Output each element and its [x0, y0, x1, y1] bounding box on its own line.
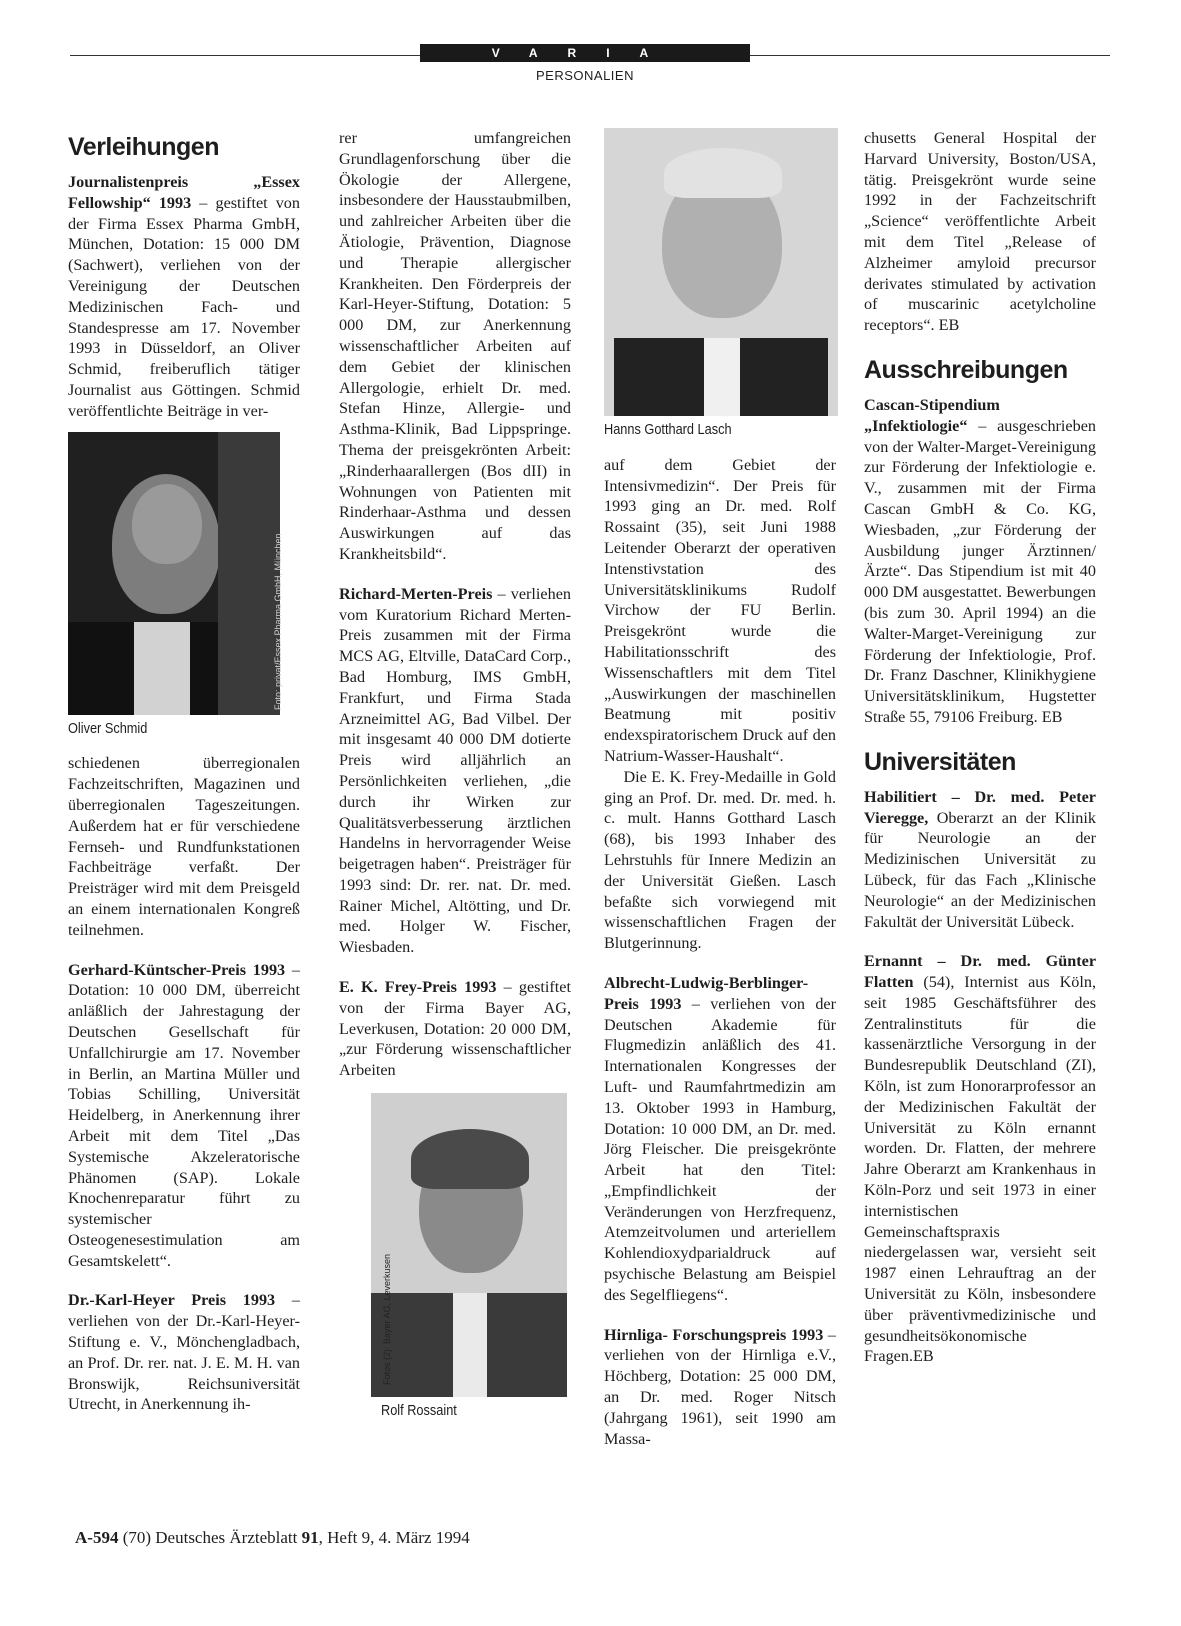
paragraph-nitsch-continued: chusetts General Hospital der Harvard University, Boston/USA, tätig. Preisgekrönt wurde seine 1992 in der Fachzeitschrift „Science“ veröffentlichte Arbeit mit dem Titel „Release of Alzheimer amyloid precursor derivates stimulated by activation of muscarinic acetylcholine receptors“. EB — [864, 129, 1096, 335]
heading-verleihungen: Verleihungen — [68, 133, 219, 161]
paragraph-lasch: Die E. K. Frey-Medaille in Gold ging an Prof. Dr. med. Dr. med. h. c. mult. Hanns Gotthard Lasch (68), bis 1993 Inhaber des Lehrstuhls für Innere Medizin an der Universität Gießen. Lasch befaßte sich vorwiegend mit wissenschaftlichen Fragen der Blutgerinnung. — [604, 767, 836, 953]
paragraph-berblinger: Albrecht-Ludwig-Berblinger-Preis 1993 – verliehen von der Deutschen Akademie für Flugmedizin anläßlich des 41. Internationalen Kongresses der Luft- und Raumfahrtmedizin am 13. Oktober 1993 in Hamburg, Dotation: 10 000 DM, an Dr. med. Jörg Fleischer. Die preisgekrönte Arbeit hat den Titel: „Empfindlichkeit der Veränderungen von Herzfrequenz, Atemzeitvolumen und arteriellem Kohlendioxydparialdruck auf psychische Belastung am Beispiel des Segelfliegens“. — [604, 973, 837, 1304]
paragraph-rossaint: auf dem Gebiet der Intensivmedizin“. Der Preis für 1993 ging an Dr. med. Rolf Rossaint (35), seit Juni 1988 Leitender Oberarzt der operativen Intenstivstation des Universitätsklinikums Rudolf Virchow der FU Berlin. Preisgekrönt wurde die Habilitationsschrift des Wissenschaftlers mit dem Titel „Auswirkungen der maschinellen Beatmung mit positiv endexspiratorischem Druck auf den Natrium-Wasser-Haushalt“. — [604, 455, 836, 765]
column-3 — [604, 128, 836, 1449]
paragraph-essex: Journalistenpreis „Essex Fellowship“ 1993 – gestiftet von der Firma Essex Pharma GmbH, München, Dotation: 15 000 DM (Sachwert), verliehen von der Vereinigung der Deutschen Medizinischen Fach- und Standespresse am 17. November 1993 in Düsseldorf, an Oliver Schmid, freiberuflich tätiger Journalist aus Göttingen. Schmid veröffentlichte Beiträge in ver- — [68, 173, 300, 420]
paragraph-cascan: Cascan-Stipendium „Infektiologie“ – ausgeschrieben von der Walter-Marget-Vereinigung zur Förderung der Infektiologie e. V., zusammen mit der Firma Cascan GmbH & Co. KG, Wiesbaden, „zur Förderung der Ausbildung junger Ärztinnen/Ärzte“. Das Stipendium ist mit 40 000 DM ausgestattet. Bewerbungen (bis zum 30. April 1994) an die Walter-Marget-Vereinigung zur Förderung der Infektiologie, Prof. Dr. Franz Daschner, Klinikhygiene Universitätsklinikum, Hugstetter Straße 55, 79106 Freiburg. EB — [864, 395, 1096, 726]
heading-ausschreibungen: Ausschreibungen — [864, 355, 1068, 384]
photo-caption: Rolf Rossaint — [381, 1402, 457, 1420]
paragraph-merten: Richard-Merten-Preis – verliehen vom Kuratorium Richard Merten-Preis zusammen mit der Firma MCS AG, Eltville, DataCard Corp., Bad Homburg, IMS GmbH, Frankfurt, und Firma Stada Arzneimittel AG, Bad Vilbel. Der mit insgesamt 40 000 DM dotierte Preis wird alljährlich an Persönlichkeiten verliehen, „die durch ihr Wirken zur Qualitätsverbesserung ärztlichen Handelns in hervorragender Weise beigetragen haben“. Preisträger für 1993 sind: Dr. rer. nat. Dr. med. Rainer Michel, Altötting, und Dr. med. Holger W. Fischer, Wiesbaden. — [339, 584, 571, 957]
issue-prefix: (70) Deutsches Ärzteblatt — [122, 1528, 298, 1547]
page-number: A-594 — [75, 1528, 119, 1547]
column-2 — [339, 128, 571, 1436]
subsection-label: PERSONALIEN — [536, 68, 634, 83]
photo-credit: Fotos (2): Bayer AG, Leverkusen — [382, 1254, 392, 1386]
heading-universitaeten: Universitäten — [864, 747, 1016, 776]
paragraph-hirnliga: Hirnliga- Forschungspreis 1993 – verliehen von der Hirnliga e.V., Höchberg, Dotation: 25 000 DM, an Dr. med. Roger Nitsch (Jahrgang 1961), seit 1990 am Massa- — [604, 1325, 837, 1448]
paragraph-kuentscher: Gerhard-Küntscher-Preis 1993 – Dotation: 10 000 DM, überreicht anläßlich der Jahrestagung der Deutschen Gesellschaft für Unfallchirurgie am 17. November in Berlin, an Martina Müller und Tobias Schilling, Universität Heidelberg, in Anerkennung ihrer Arbeit mit dem Titel „Das Systemische Akzeleratorische Phänomen (SAP). Lokale Knochenreparatur führt zu systemischer Osteogenesestimulation am Gesamtskelett“. — [68, 960, 300, 1270]
page-footer — [75, 1528, 470, 1548]
paragraph-essex-continued: schiedenen überregionalen Fachzeitschriften, Magazinen und überregionalen Tageszeitungen. Außerdem hat er für verschiedene Fernseh- und Rundfunkstationen Fachbeiträge verfaßt. Der Preisträger wird mit dem Preisgeld an einem internationalen Kongreß teilnehmen. — [68, 754, 300, 939]
paragraph-frey: E. K. Frey-Preis 1993 – gestiftet von der Firma Bayer AG, Leverkusen, Dotation: 20 000 DM, „zur Förderung wissenschaftlicher Arbeiten — [339, 978, 571, 1080]
photo-hanns-gotthard-lasch — [604, 128, 838, 416]
section-label: VARIA — [420, 44, 750, 62]
photo-credit: Foto: privat/Essex Pharma GmbH, München — [273, 532, 283, 710]
paragraph-heyer-continued: rer umfangreichen Grundlagenforschung über die Ökologie der Allergene, insbesondere der Hausstaubmilben, und zahlreicher Arbeiten über die Ätiologie, Prävention, Diagnose und Therapie allergischer Krankheiten. Den Förderpreis der Karl-Heyer-Stiftung, Dotation: 5 000 DM, zur Anerkennung wissenschaftlicher Arbeiten auf dem Gebiet der klinischen Allergologie, erhielt Dr. med. Stefan Hinze, Allergie- und Asthma-Klinik, Bad Lippspringe. Thema der preisgekrönten Arbeit: „Rinderhaarallergen (Bos dII) in Wohnungen von Patienten mit Rinderhaar-Asthma und dessen Auswirkungen auf das Krankheitsbild“. — [339, 129, 571, 563]
photo-rolf-rossaint — [371, 1093, 567, 1397]
column-4 — [864, 128, 1096, 1367]
photo-caption: Hanns Gotthard Lasch — [604, 421, 732, 438]
column-1 — [68, 128, 300, 1415]
photo-oliver-schmid — [68, 432, 283, 715]
paragraph-heyer: Dr.-Karl-Heyer Preis 1993 – verliehen von der Dr.-Karl-Heyer-Stiftung e. V., Mönchengladbach, an Prof. Dr. rer. nat. J. E. M. H. van Bronswijk, Reichsuniversität Utrecht, in Anerkennung ih- — [68, 1291, 300, 1414]
paragraph-flatten: Ernannt – Dr. med. Günter Flatten (54), Internist aus Köln, seit 1985 Geschäftsführer des Zentralinstituts für die kassenärztliche Versorgung in der Bundesrepublik Deutschland (ZI), Köln, ist zum Honorarprofessor an der Medizinischen Fakultät der Universität zu Köln ernannt worden. Dr. Flatten, der mehrere Jahre Oberarzt am Krankenhaus in Köln-Porz und seit 1973 in einer internistischen Gemeinschaftspraxis niedergelassen war, versieht seit 1987 einen Lehrauftrag an der Universität zu Köln, insbesondere über präventivmedizinische und gesundheitsökonomische Fragen.EB — [864, 952, 1096, 1366]
issue-suffix: , Heft 9, 4. März 1994 — [318, 1528, 470, 1547]
photo-caption: Oliver Schmid — [68, 719, 148, 737]
volume-number: 91 — [301, 1528, 319, 1547]
paragraph-vieregge: Habilitiert – Dr. med. Peter Vieregge, Oberarzt an der Klinik für Neurologie an der Medizinischen Universität zu Lübeck, für das Fach „Klinische Neurologie“ an der Medizinischen Fakultät der Universität Lübeck. — [864, 787, 1096, 931]
